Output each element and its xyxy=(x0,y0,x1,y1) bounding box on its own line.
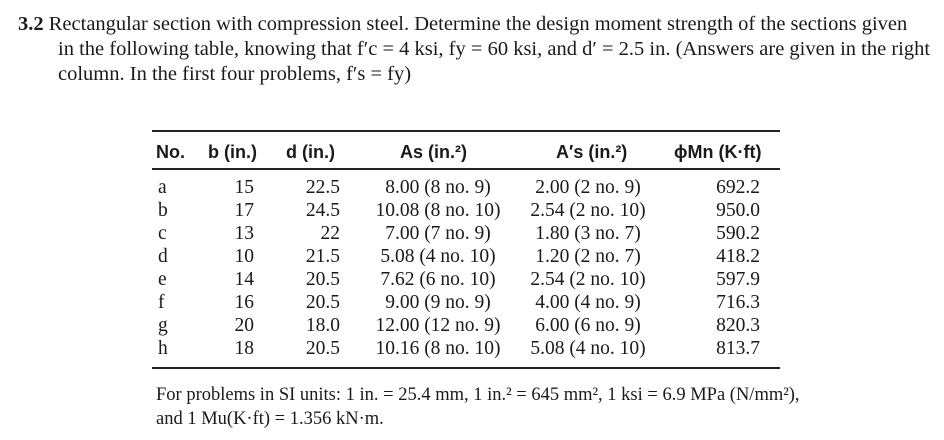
table-cell-phimn: 820.3 xyxy=(716,315,760,336)
table-cell-phimn: 950.0 xyxy=(716,200,760,221)
table-cell-b: 14 xyxy=(234,269,254,290)
table-header-rule xyxy=(152,168,780,170)
table-cell-no: d xyxy=(158,246,168,267)
column-as xyxy=(358,176,518,360)
table-cell-as: 7.62 (6 no. 10) xyxy=(380,269,496,290)
table-cell-b: 10 xyxy=(234,246,254,267)
table-cell-phimn: 716.3 xyxy=(716,292,760,313)
table-cell-phimn: 597.9 xyxy=(716,269,760,290)
table-cell-phimn: 692.2 xyxy=(716,177,760,198)
table-cell-as-prime: 2.54 (2 no. 10) xyxy=(530,200,646,221)
table-cell-as: 5.08 (4 no. 10) xyxy=(380,246,496,267)
table-cell-as: 12.00 (12 no. 9) xyxy=(375,315,501,336)
table-cell-phimn: 590.2 xyxy=(716,223,760,244)
table-cell-b: 17 xyxy=(234,200,254,221)
table-cell-as-prime: 6.00 (6 no. 9) xyxy=(535,315,641,336)
table-cell-phimn: 418.2 xyxy=(716,246,760,267)
table-bottom-rule xyxy=(152,367,780,369)
table-cell-no: e xyxy=(158,269,167,290)
table-cell-b: 15 xyxy=(234,177,254,198)
table-cell-as: 8.00 (8 no. 9) xyxy=(385,177,491,198)
table-cell-b: 20 xyxy=(234,315,254,336)
table-cell-as-prime: 1.80 (3 no. 7) xyxy=(535,223,641,244)
table-top-rule xyxy=(152,130,780,132)
table-cell-phimn: 813.7 xyxy=(716,338,760,359)
table-cell-no: c xyxy=(158,223,167,244)
column-no xyxy=(158,176,178,360)
problem-text-1: Rectangular section with compression steel. Determine the design moment strength of the sections given xyxy=(48,13,908,35)
header-no: No. xyxy=(156,142,185,162)
footnote-line-2: and 1 Mu(K·ft) = 1.356 kN·m. xyxy=(156,409,384,429)
header-as-prime: A′s (in.²) xyxy=(556,142,628,162)
table-cell-d: 24.5 xyxy=(305,200,340,221)
footnote-line-1: For problems in SI units: 1 in. = 25.4 mm, 1 in.² = 645 mm², 1 ksi = 6.9 MPa (N/mm²), xyxy=(156,385,800,405)
problem-line-2: in the following table, knowing that f′c = 4 ksi, fy = 60 ksi, and d′ = 2.5 in. (Answers are given in the right xyxy=(58,38,931,60)
table-cell-as-prime: 5.08 (4 no. 10) xyxy=(530,338,646,359)
table-cell-d: 20.5 xyxy=(305,269,340,290)
table-cell-d: 21.5 xyxy=(305,246,340,267)
header-d: d (in.) xyxy=(286,142,335,162)
table-cell-d: 22.5 xyxy=(305,177,340,198)
table-cell-as: 9.00 (9 no. 9) xyxy=(385,292,491,313)
footnote xyxy=(156,383,856,431)
column-as-prime xyxy=(518,176,658,360)
table-cell-no: b xyxy=(158,200,168,221)
column-b xyxy=(214,176,254,360)
problem-line-3: column. In the first four problems, f′s = fy) xyxy=(58,63,412,85)
table-cell-no: g xyxy=(158,315,168,336)
table-cell-no: a xyxy=(158,177,167,198)
header-as: As (in.²) xyxy=(400,142,467,162)
table-cell-no: h xyxy=(158,338,168,359)
column-phimn xyxy=(692,176,760,360)
table-cell-as-prime: 2.54 (2 no. 10) xyxy=(530,269,646,290)
table-cell-b: 16 xyxy=(234,292,254,313)
table-cell-as-prime: 2.00 (2 no. 9) xyxy=(535,177,641,198)
table-cell-d: 22 xyxy=(320,223,340,244)
table-cell-d: 20.5 xyxy=(305,338,340,359)
table-cell-d: 18.0 xyxy=(305,315,340,336)
header-phimn: ϕMn (K·ft) xyxy=(674,142,762,162)
problem-statement xyxy=(18,12,933,87)
table-cell-as: 7.00 (7 no. 9) xyxy=(385,223,491,244)
table-cell-d: 20.5 xyxy=(305,292,340,313)
header-b: b (in.) xyxy=(208,142,257,162)
table-cell-as: 10.16 (8 no. 10) xyxy=(375,338,501,359)
problem-line-1 xyxy=(18,12,933,37)
table-cell-b: 18 xyxy=(234,338,254,359)
table-cell-as: 10.08 (8 no. 10) xyxy=(375,200,501,221)
table-cell-as-prime: 4.00 (4 no. 9) xyxy=(535,292,641,313)
column-d xyxy=(288,176,340,360)
table-cell-no: f xyxy=(158,292,165,313)
problem-number: 3.2 xyxy=(18,13,44,35)
table-cell-b: 13 xyxy=(234,223,254,244)
table-cell-as-prime: 1.20 (2 no. 7) xyxy=(535,246,641,267)
